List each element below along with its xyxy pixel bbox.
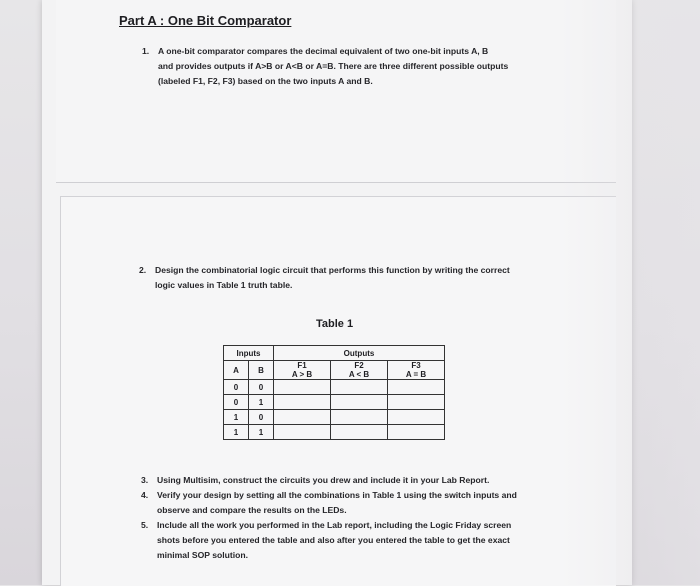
item-line: shots before you entered the table and also after you entered the table to get the exact <box>157 535 510 545</box>
list-item-2 <box>139 263 575 293</box>
table-cell: 1 <box>224 425 249 440</box>
table-cell: 0 <box>249 380 274 395</box>
table-cell <box>274 380 331 395</box>
item-line: minimal SOP solution. <box>157 550 249 560</box>
list-item-1 <box>142 44 578 89</box>
table-cell <box>331 410 388 425</box>
item-line: Design the combinatorial logic circuit that performs this function by writing the correct <box>155 265 510 275</box>
table-cell <box>331 425 388 440</box>
column-header-f2: F2 A < B <box>331 361 388 380</box>
table-cell <box>274 410 331 425</box>
table-row <box>224 425 445 440</box>
item-number: 5. <box>141 520 149 530</box>
table-cell <box>331 380 388 395</box>
table-cell: 1 <box>249 395 274 410</box>
table-cell <box>274 395 331 410</box>
group-header-outputs: Outputs <box>274 346 445 361</box>
list-item-3 <box>141 473 577 488</box>
table-row <box>224 410 445 425</box>
table-cell: 0 <box>224 395 249 410</box>
item-line: Using Multisim, construct the circuits you drew and include it in your Lab Report. <box>157 475 490 485</box>
item-line: observe and compare the results on the LEDs. <box>157 505 347 515</box>
table-cell: 1 <box>224 410 249 425</box>
item-line: Verify your design by setting all the combinations in Table 1 using the switch inputs and <box>157 490 517 500</box>
group-header-inputs: Inputs <box>224 346 274 361</box>
table-caption: Table 1 <box>316 318 354 330</box>
item-line: (labeled F1, F2, F3) based on the two inputs A and B. <box>158 76 373 86</box>
table-row <box>224 380 445 395</box>
column-header-b: B <box>249 361 274 380</box>
item-line: and provides outputs if A>B or A<B or A=B. There are three different possible outputs <box>158 61 509 71</box>
item-number: 2. <box>139 265 147 275</box>
list-item-5 <box>141 518 577 563</box>
table-cell <box>388 425 445 440</box>
item-line: A one-bit comparator compares the decimal equivalent of two one-bit inputs A, B <box>158 46 489 56</box>
item-number: 4. <box>141 490 149 500</box>
item-line: Include all the work you performed in the Lab report, including the Logic Friday screen <box>157 520 512 530</box>
table-cell: 1 <box>249 425 274 440</box>
table-cell <box>388 395 445 410</box>
truth-table <box>223 345 445 440</box>
table-cell <box>274 425 331 440</box>
table-cell: 0 <box>224 380 249 395</box>
table-cell <box>388 410 445 425</box>
item-line: logic values in Table 1 truth table. <box>155 280 293 290</box>
list-item-4 <box>141 488 577 518</box>
column-header-f3: F3 A = B <box>388 361 445 380</box>
table-cell: 0 <box>249 410 274 425</box>
table-row <box>224 395 445 410</box>
table-cell <box>388 380 445 395</box>
item-number: 3. <box>141 475 149 485</box>
column-header-a: A <box>224 361 249 380</box>
column-header-f1: F1 A > B <box>274 361 331 380</box>
part-title: Part A : One Bit Comparator <box>119 13 292 28</box>
table-cell <box>331 395 388 410</box>
item-number: 1. <box>142 46 150 56</box>
